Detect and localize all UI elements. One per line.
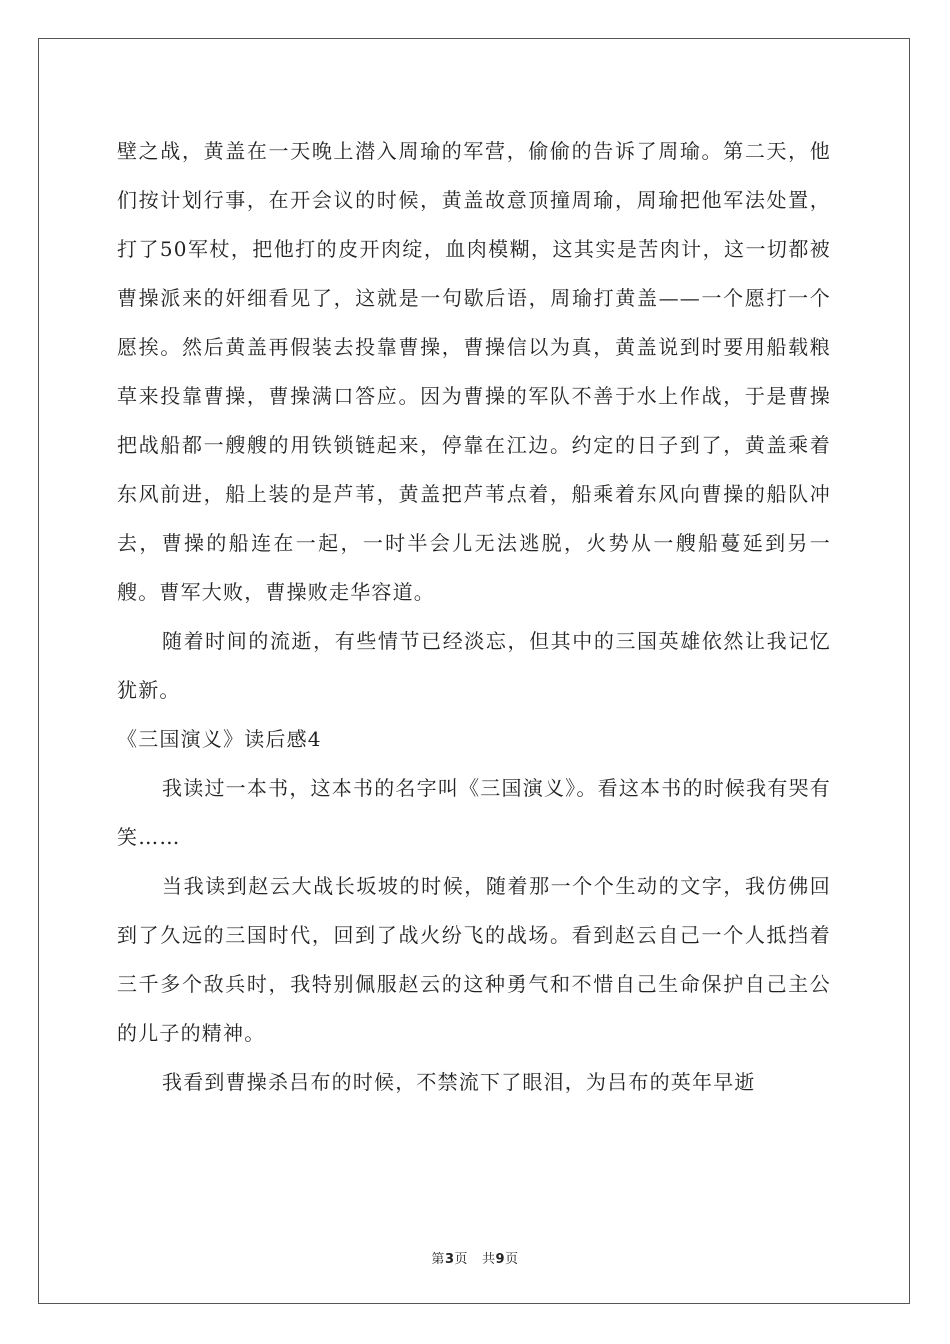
page-footer [0,1248,950,1267]
document-body [117,127,831,1107]
paragraph: 我读过一本书，这本书的名字叫《三国演义》。看这本书的时候我有哭有笑…… [117,776,831,849]
page-number: 第3页 [431,1252,468,1267]
section-heading: 《三国演义》读后感4 [117,727,322,751]
paragraph: 随着时间的流逝，有些情节已经淡忘，但其中的三国英雄依然让我记忆犹新。 [117,629,831,702]
page-total: 共9页 [482,1252,519,1267]
paragraph: 当我读到赵云大战长坂坡的时候，随着那一个个生动的文字，我仿佛回到了久远的三国时代，回到了战火纷飞的战场。看到赵云自己一个人抵挡着三千多个敌兵时，我特别佩服赵云的这种勇气和不惜自己生命保护自己主公的儿子的精神。 [117,874,831,1045]
paragraph: 壁之战，黄盖在一天晚上潜入周瑜的军营，偷偷的告诉了周瑜。第二天，他们按计划行事，在开会议的时候，黄盖故意顶撞周瑜，周瑜把他军法处置，打了50军杖，把他打的皮开肉绽，血肉模糊，这其实是苦肉计，这一切都被曹操派来的奸细看见了，这就是一句歇后语，周瑜打黄盖——一个愿打一个愿挨。然后黄盖再假装去投靠曹操，曹操信以为真，黄盖说到时要用船载粮草来投靠曹操，曹操满口答应。因为曹操的军队不善于水上作战，于是曹操把战船都一艘艘的用铁锁链起来，停靠在江边。约定的日子到了，黄盖乘着东风前进，船上装的是芦苇，黄盖把芦苇点着，船乘着东风向曹操的船队冲去，曹操的船连在一起，一时半会儿无法逃脱，火势从一艘船蔓延到另一艘。曹军大败，曹操败走华容道。 [117,139,831,604]
paragraph: 我看到曹操杀吕布的时候，不禁流下了眼泪，为吕布的英年早逝 [162,1070,756,1094]
